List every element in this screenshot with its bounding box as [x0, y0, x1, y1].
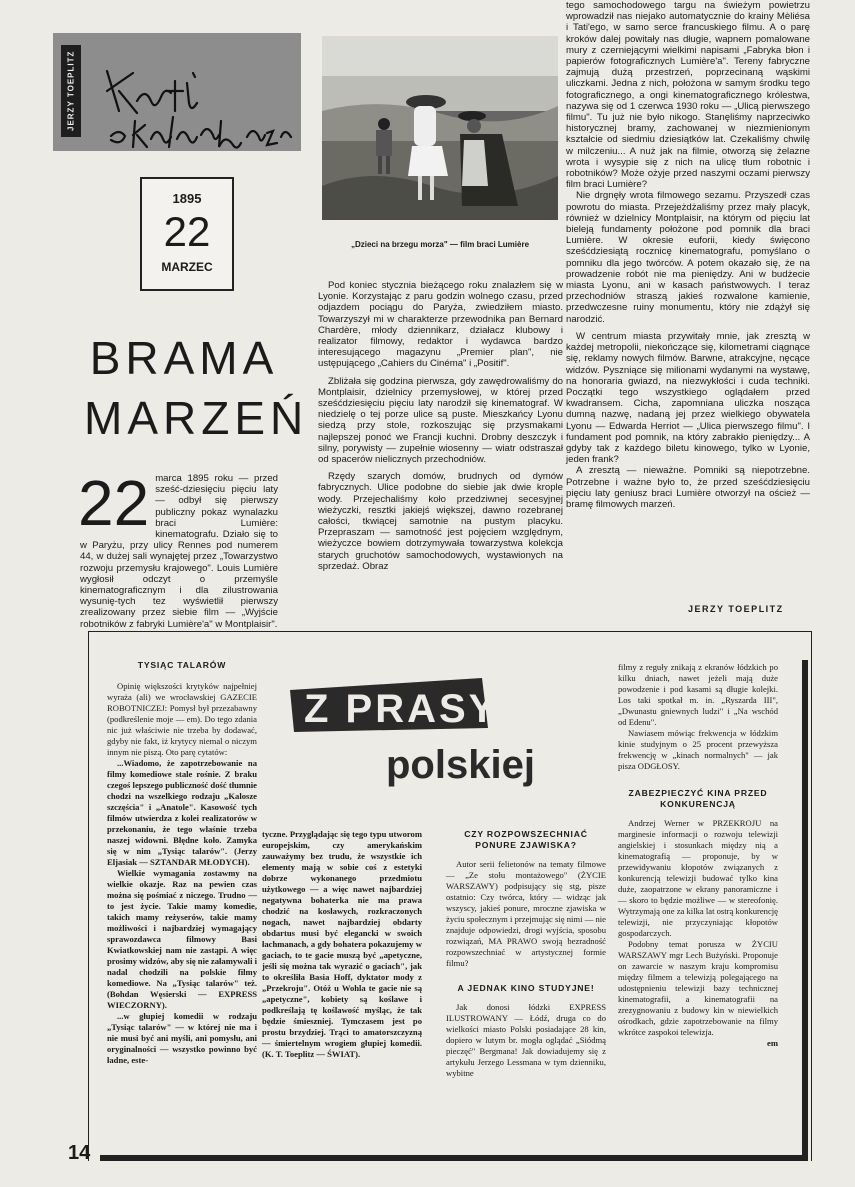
article-column-left: [78, 467, 278, 630]
date-day: 22: [163, 208, 211, 255]
article-paragraph: Nie drgnęły wrota filmowego sezamu. Przyszedł czas powrotu do miasta. Przejeżdżaliśmy przez mały placyk, również w dzielnicy Montplaisir, na którym od pięciu lat bieleją fundamenty położone pod pomnik dla braci Lumière. W okresie euforii, kiedy święcono sześćdziesiątą rocznicę kinematografu, pomyślano o pomniku dla jego twórców. A potem okazało się, że na prowadzenie robót nie ma pieniędzy. Ani w budżecie miasta Lyonu, ani w kasach państwowych. I teraz przechodniów straszą jakieś rozwalone kamienie, przedwczesne ruiny monumentu, który nie zdążył się narodzić.: [566, 190, 810, 325]
press-paragraph: Autor serii felietonów na tematy filmowe — „Ze stołu montażowego" (ŻYCIE WARSZAWY) podpisujący się stg, pisze ostatnio: Czy twórca, który — widząc jak wszyscy, jakieś ponure, mroczne zjawiska w życiu społecznym i przejmując się nimi — nie znajduje odpowiedzi, drogi wyjścia, sposobu rozwiązań, MA PRAWO swoją bezradność rozpowszechniać w artystycznej formie filmu?: [446, 859, 606, 968]
press-paragraph: filmy z reguły znikają z ekranów łódzkich po kilku dniach, nawet jeżeli mają duże powodzenie i pod kasami są długie kolejki. Los taki spotkał m. in. „Ryszarda III", „Dwunastu gniewnych ludzi" i „Na wschód od Edenu".: [618, 662, 778, 727]
article-paragraph: tego samochodowego targu na świeżym powietrzu wprowadził nas niejako automatycznie do krainy Mèliésa i Tati'ego, w samo serce francuskiego filmu. A o parę kroków dalej powitały nas długie, wapnem pomalowane mury z czerniejącymi wielkimi napisami „Fabryka błon i papierów fotograficznych Lumière'a". Tereny fabryczne zajmują dużą przestrzeń, poprzecinaną wąskimi uliczkami. Jedna z nich, położona w samym środku tego fotograficznego, a ongi kinematograficznego królestwa, nazywa się od 1 czerwca 1930 roku — „Ulicą pierwszego filmu". Tu już nie było nikogo. Stanęliśmy naprzeciwko historycznej bramy, zachowanej w niezmienionym kształcie od siedmiu dziesiątków lat. Czekaliśmy chwilę w milczeniu... A nuż jak na filmie, otworzą się żelazne wrota i wysypie się z nich na ulicę tłum robotnic i robotników? Może ożyje przed naszymi oczami pierwszy film braci Lumière?: [566, 0, 810, 191]
logo-word-1: Z PRASY: [304, 687, 499, 731]
press-paragraph: Nawiasem mówiąc frekwencja w łódzkim kinie studyjnym o 25 procent przewyższa frekwencję w „kinach normalnych" — jak pisza ODGŁOSY.: [618, 728, 778, 771]
press-quote: ...w głupiej komedii w rodzaju „Tysiąc talarów" — w której nie ma i nie musi być ani myśli, ani pomysłu, ani oryginalności — wszystko powinno być ładne, este-: [107, 1011, 257, 1065]
press-heading: ZABEZPIECZYĆ KINA PRZED KONKURENCJĄ: [628, 788, 768, 809]
press-paragraph: Jak donosi łódzki EXPRESS ILUSTROWANY — Łódź, druga co do wielkości miasto Polski posiadające 28 kin, dopiero w lutym br. mogła oglądać „Siódmą pieczęć" Bergmana! Jak dowiadujemy się z artykułu Jerzego Lessmana w tym dzienniku, wybitne: [446, 1002, 606, 1078]
press-signature: em: [767, 1038, 778, 1048]
kartki-logo-script: [97, 41, 297, 151]
press-quote: Wielkie wymagania zostawmy na wielkie okazje. Raz na pewien czas można się pośmiać z niczego. Trudno — to jest życie. Takie mamy komedie, takich mamy reżyserów, takie mamy możliwości i najbardziej wymagający sprawozdawca filmowy Basi Kwiatkowskiej nam nie zastąpi. A więc prosimy widzów, aby się nie załamywali i nadal chodzili na polskie filmy komediowe. Na „Tysiąc talarów" też. (Bohdan Węsierski — EXPRESS WIECZORNY).: [107, 868, 257, 1010]
beach-photo: [322, 36, 558, 220]
article-column-right: [566, 0, 810, 510]
press-column-2: [262, 829, 422, 1060]
headline-line-1: BRAMA: [89, 332, 279, 384]
press-paragraph: Opinię większości krytyków najpełniej wyraża (ali) we wrocławskiej GAZECIE ROBOTNICZEJ: Pomysł był przezabawny (podkreślenie moje — em). Do tego zdania nic już właściwie nie trzeba by dodawać, gdyby nie fakt, iż krytycy niemal o niczym innym nie piszą. Oto parę cytatów:: [107, 681, 257, 757]
article-left-paragraph: marca 1895 roku — przed sześć-dziesięciu pięciu laty — odbył się pierwszy publiczny pokaz wynalazku braci Lumière: kinematografu. Działo się to w Paryżu, przy ulicy Rennes pod numerem 44, w dużej sali wynajętej przez „Towarzystwo rozwoju przemysłu krajowego". Louis Lumière wygłosił odczyt o przemyśle kinematograficznym i dla zilustrowania wysunię-tych tez wyświetlił pierwszy zrealizowany przez siebie film — „Wyjście robotników z fabryki Lumière'a" w Montplaisir".: [80, 473, 278, 630]
press-column-3: [446, 829, 606, 1079]
box-shadow-right: [802, 660, 808, 1160]
article-paragraph: Rzędy szarych domów, brudnych od dymów fabrycznych. Ulice podobne do siebie jak dwie krople wody. Przejechaliśmy koło przedziwnej secesyjnej wieżyczki, resztki jakiejś większej, dawno rozebranej całości, tkwiącej samotnie na pustym placyku. Przepraszam — samotność jest pojęciem względnym, wieżyczce bowiem dotrzymywała towarzystwa kolekcja starych gruchotów samochodowych, wystawionych na sprzedaż. Obraz: [318, 471, 563, 572]
press-column-4: [618, 662, 778, 1049]
press-paragraph: Andrzej Werner w PRZEKROJU na marginesie informacji o rozwoju telewizji angielskiej i stosunkach między nią a kinematografią — proponuje, by w przewidywaniu kłopotów związanych z konkurencją telewizji budować tylko kina duże, zaopatrzone w ekrany panoramiczne i — skoro to będzie możliwe — w stereofonię. Wytrzymają one za kilka lat ostrą konkurencję telewizji, nie przyczyniając kłopotów gospodarczych.: [618, 818, 778, 938]
press-heading: CZY ROZPOWSZECHNIAĆ PONURE ZJAWISKA?: [464, 829, 588, 850]
press-quote: ...Wiadomo, że zapotrzebowanie na filmy komediowe stale rośnie. Z braku czegoś lepszego publiczność dość tłumnie chodzi na wszelkiego rodzaju „Kalosze szczęścia" i „Anatole". Kasowość tych filmów utwierdza z kolei realizatorów w przekonaniu, że tego właśnie trzeba naszej widowni. Błędne koło. Zamyka się w nim „Tysiąc talarów". (Jerzy Eljasiak — SZTANDAR MŁODYCH).: [107, 758, 257, 867]
article-headline: [84, 328, 309, 448]
page-number: 14: [68, 1142, 91, 1164]
article-column-middle: [318, 280, 563, 572]
press-column-1: [107, 660, 257, 1066]
article-paragraph: W centrum miasta przywitały mnie, jak zresztą w każdej metropolii, niekończące się, kilometrami ciągnące się, reklamy nowych filmów. Barwne, atrakcyjne, nęcące widzów. Pyszniące się milionami wydanymi na wystawę, na honoraria gwiazd, na niezwykłości i cuda techniki. Początki tego wszystkiego oglądałem przed kwadransem. Cicha, zapomniana uliczka nosząca dumną nazwę, nadaną jej przez wielkiego obywatela Lyonu — Edwarda Herriot — „Ulica pierwszego filmu". I fundament pod pomnik, na który zabrakło pieniędzy... A gdyby tak z każdego biletu kinowego, tylko w Lyonie, jeden frank?: [566, 330, 810, 466]
z-prasy-polskiej-logo: [282, 670, 582, 790]
column-banner: [53, 33, 301, 151]
author-signature: JERZY TOEPLITZ: [688, 604, 784, 614]
photo-caption: „Dzieci na brzegu morza" — film braci Lumière: [350, 240, 530, 249]
photo-illustration: [322, 36, 558, 220]
drop-cap-number: 22: [78, 467, 150, 539]
press-heading: TYSIĄC TALARÓW: [137, 660, 227, 670]
box-shadow-bottom: [100, 1155, 808, 1161]
article-paragraph: Zbliżała się godzina pierwsza, gdy zawędrowaliśmy do Montplaisir, dzielnicy przemysłowej, w której przed sześćdziesięciu pięciu laty narodził się kinematograf. W niedzielę o tej porze ulice są puste. Mieszkańcy Lyonu siedzą przy stole, rozkoszując się przysmakami najlepszej ponoć we Francji kuchni. Drobny deszczyk i silny, porywisty — zupełnie wiosenny — wiatr odstraszał od spacerów nielicznych przechodniów.: [318, 375, 563, 466]
date-year: 1895: [172, 191, 202, 206]
press-heading: A JEDNAK KINO STUDYJNE!: [457, 983, 595, 993]
headline-line-2: MARZEŃ: [84, 392, 309, 444]
date-box: [140, 177, 234, 291]
press-paragraph: Podobny temat porusza w ŻYCIU WARSZAWY mgr Lech Bużyński. Proponuje on zawarcie w naszym kraju kompromisu między filmem a telewizją polegającego na udostępnieniu telewizji bazy technicznej kinematografii, a kinematografii na zrezygnowaniu z budowy kin w niewielkich ośrodkach, gdzie zapotrzebowanie na filmy wkrótce zaspokoi telewizja.: [618, 939, 778, 1037]
logo-word-2: polskiej: [386, 743, 535, 787]
date-month: MARZEC: [161, 260, 213, 274]
banner-author-tab: JERZY TOEPLITZ: [61, 45, 81, 137]
article-paragraph: A zresztą — nieważne. Pomniki są niepotrzebne. Potrzebne i ważne było to, że przed sześćdziesięciu pięciu laty geniusz braci Lumière otworzył na oścież — bramę filmowych marzeń.: [566, 465, 810, 510]
article-paragraph: Pod koniec stycznia bieżącego roku znalazłem się w Lyonie. Korzystając z paru godzin wolnego czasu, przed odjazdem pociągu do Paryża, zwiedziłem miasto. Towarzyszył mi w charakterze przewodnika pan Bernard Chardère, młody dziennikarz, działacz klubowy i realizator filmowy, redaktor i wydawca bardzo interesującego magazynu „Premier plan", nie ustępującego „Cahiers du Cinéma" i „Positif".: [318, 280, 563, 370]
press-quote: tyczne. Przyglądając się tego typu utworom europejskim, czy amerykańskim zauważymy bez trudu, że wszystkie ich elementy mają w sobie coś z estetyki dobrze wykonanego przedmiotu użytkowego — a więc nawet najbardziej negatywna bohaterka nie ma prawa chodzić na kosławych, rozkraczonych nogach, nawet najbardziej obdarty obdartus musi być elegancki w swoich łachmanach, a gdy bohatera pokazujemy w gaciach, to te gacie muszą być „apetyczne, jeśli się można tak wyrazić o gaciach", jak to określiła Basia Hoff, dyktator mody z „Przekroju". Otóż u Wohla te gacie nie są „apetyczne", kobiety są koślawe i podkreślają tę koślawość myśląc, że tak będzie śmieszniej. Tymczasem jest po prostu brzydziej. Trąci to amatorszczyzną — śmiertelnym wrogiem głupiej komedii. (K. T. Toeplitz — ŚWIAT).: [262, 829, 422, 1059]
